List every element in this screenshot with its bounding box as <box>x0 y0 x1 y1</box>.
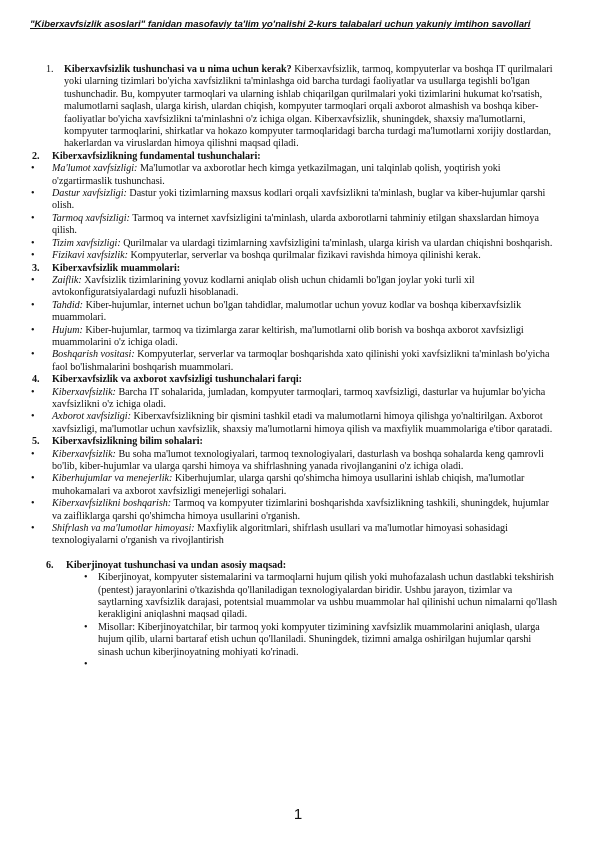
list-item <box>30 349 558 374</box>
bullet-icon: • <box>31 386 35 398</box>
item-term: Boshqarish vositasi: <box>52 349 135 361</box>
item-text: Misollar: Kiberjinoyatchilar, bir tarmoq yoki kompyuter tizimining xavfsizlik muammolarini aniqlash, ularga hujum qilib, ularni bartaraf etish uchun qo'llaniladi. Shuningdek, tizimni amalga oshirilgan hujumlar qarshi sinash uchun kiberjinoyatning mohiyati ko'rinadi. <box>98 621 540 658</box>
page-number: 1 <box>293 806 303 823</box>
item-term: Kiberxavfsizlik: <box>52 386 116 398</box>
item-term: Dastur xavfsizligi: <box>52 188 127 200</box>
bullet-icon: • <box>84 621 88 633</box>
item-text: Kiberhujumlar, ularga qarshi qo'shimcha himoya usullarini ishlab chiqish, ma'lumotlar muhokamalari va axborot xavfsizligi menejerligi sohalari. <box>52 473 525 497</box>
list-item <box>30 523 558 548</box>
item-term: Fizikavi xavfsizlik: <box>52 250 128 262</box>
page-header: "Kiberxavfsizlik asoslari" fanidan masofaviy ta'lim yo'nalishi 2-kurs talabalari uchun yakuniy imtihon savollari <box>30 19 531 30</box>
bullet-icon: • <box>31 299 35 311</box>
bullet-icon: • <box>31 188 35 200</box>
list-item <box>30 622 558 659</box>
item-text: Bu soha ma'lumot texnologiyalari, tarmoq texnologiyalari, dasturlash va boshqa sohalarda keng qamrovli bo'lib, kiber-hujumlar va ularga qarshi himoya va shifrlashning yanada rivojlanganini o'z ichiga oladi. <box>52 448 544 472</box>
item-term: Zaiflik: <box>52 274 82 286</box>
section-number: 3. <box>32 262 40 274</box>
list-item <box>30 188 558 213</box>
item-term: Hujum: <box>52 324 83 336</box>
list-item <box>30 300 558 325</box>
section-title: Kiberxavfsizlikning bilim sohalari: <box>52 436 203 448</box>
item-text: Tarmoq va kompyuter tizimlarini boshqarishda xavfsizlikning tashkili, shuningdek, hujumlar va zaifliklarga qarshi qo'shimcha himoya usullarini o'rganish. <box>52 498 550 522</box>
list-item <box>30 325 558 350</box>
section-number: 1. <box>46 64 54 75</box>
list-item <box>30 163 558 188</box>
item-term: Axborot xavfsizligi: <box>52 411 131 423</box>
list-item <box>30 238 558 250</box>
section-text: Kiberxavfsizlik, tarmoq, kompyuterlar va boshqa IT qurilmalari yoki ularning tizimlari bo'yicha xavfsizlikni ta'minlashga oid barcha turdagi faoliyatlar va usullarga tegishli bo'lgan tushunchadir. Bu, kompyuter tarmoqlari va ularning ishlab chiqarilgan qurilmalari yoki tizimlarini hukumat ko'rsatish, malumotlarni saqlash, ularga kirish, ulardan chiqish, kompyuter tarmoqlari orqali axborot almashish va boshqa kiber-faoliyatlar bo'yicha xavfsizlikni ta'minlashni o'z ichiga olgan. Kiberxavfsizlik, shuningdek, shaxsiy ma'lumotlarni, kompyuter tarmoqlarini, shirkatlar va hokazo kompyuter tarmoqlaridagi barcha turdagi ma'lumotlarni xorijiy dostlardan, hakerlardan va viruslardan himoya qilishni maqsad qiladi. <box>64 64 553 150</box>
document-body <box>30 64 558 672</box>
section-4-heading <box>30 374 558 386</box>
section-number: 6. <box>46 559 54 571</box>
section-title: Kiberxavfsizlik va axborot xavfsizligi tushunchalari farqi: <box>52 374 303 386</box>
section-title: Kiberxavfsizlik tushunchasi va u nima uchun kerak? <box>64 64 292 75</box>
section-title: Kiberxavfsizlik muammolari: <box>52 262 181 274</box>
list-item <box>30 449 558 474</box>
list-item <box>30 250 558 262</box>
bullet-icon: • <box>31 237 35 249</box>
bullet-icon: • <box>84 572 88 584</box>
bullet-icon: • <box>31 473 35 485</box>
list-item <box>30 387 558 412</box>
item-text: Barcha IT sohalarida, jumladan, kompyuter tarmoqlari, tarmoq xavfsizligi, dasturlar va hujumlar bo'yicha xavfsizlikni o'z ichiga oladi. <box>52 386 546 410</box>
bullet-icon: • <box>31 448 35 460</box>
item-term: Tahdid: <box>52 299 84 311</box>
item-text: Qurilmalar va ulardagi tizimlarning xavfsizligini ta'minlash, ularga kirish va ulardan chiqishni boshqarish. <box>120 237 553 249</box>
bullet-icon: • <box>84 659 88 671</box>
section-number: 5. <box>32 436 40 448</box>
item-text: Maxfiylik algoritmlari, shifrlash usullari va ma'lumotlar himoyasi sohasidagi texnologiyalarni o'rganish va rivojlantirish <box>52 523 508 547</box>
list-item <box>30 572 558 622</box>
item-text: Kiberxavfsizlikning bir qismini tashkil etadi va malumotlarni himoya qilishga yo'naltirilgan. Axborot xavfsizligi, ma'lumotlar uchun xavfsizlik, shaxsiy ma'lumotlarni himoya qilish va maxfiylik muammolariga e'tibor qaratadi. <box>52 411 553 435</box>
item-text: Tarmoq va internet xavfsizligini ta'minlash, ularda axborotlarni tahminiy etilgan shaxslardan himoya qilish. <box>52 212 539 237</box>
item-text: Kiber-hujumlar, tarmoq va tizimlarga zarar keltirish, ma'lumotlarni olib borish va boshqa axborot xavfsizligi muammolarini o'z ichiga oladi. <box>52 324 524 348</box>
item-text: Kompyuterlar, serverlar va tarmoqlar boshqarishda xato qilinishi yoki xavfsizlikni ta'minlash bo'yicha faol bo'lishmalarini boshqarish muammolari. <box>52 349 550 373</box>
bullet-icon: • <box>31 274 35 286</box>
item-text: Xavfsizlik tizimlarining yovuz kodlarni aniqlab olish uchun chidamli bo'lgan joylar yoki turli xil avtokonfiguratsiyalardagi nufuzli hisoblanadi. <box>52 274 475 299</box>
section-title: Kiberjinoyat tushunchasi va undan asosiy maqsad: <box>66 559 287 571</box>
section-number: 2. <box>32 150 40 162</box>
section-title: Kiberxavfsizlikning fundamental tushunchalari: <box>52 150 261 162</box>
item-text: Dastur yoki tizimlarning maxsus kodlari orqali xavfsizlikni ta'minlash, buglar va kiber-hujumlar qarshi olish. <box>52 188 546 212</box>
section-number: 4. <box>32 374 40 386</box>
bullet-icon: • <box>31 163 35 175</box>
item-term: Kiberhujumlar va menejerlik: <box>52 473 173 485</box>
item-text: Kiber-hujumlar, internet uchun bo'lgan tahdidlar, malumotlar uchun yovuz kodlar va boshqa kiberxavfsizlik muammolari. <box>52 299 522 324</box>
bullet-icon: • <box>31 250 35 262</box>
item-term: Tizim xavfsizligi: <box>52 237 121 249</box>
section-3-heading <box>30 263 558 275</box>
bullet-icon: • <box>31 523 35 535</box>
list-item <box>30 275 558 300</box>
bullet-icon: • <box>31 411 35 423</box>
item-text: Kompyuterlar, serverlar va boshqa qurilmalar fizikavi ravishda himoya qilinishi kerak. <box>127 250 481 262</box>
item-text: Kiberjinoyat, kompyuter sistemalarini va tarmoqlarni hujum qilish yoki muhofazalash uchun dastlabki tekshirish (pentest) jarayonlarini o'tkazishda qo'llaniladigan texnologiyalardan biridir. Ushbu jarayon, tizimlar va saytlarning xavfsizlik darajasi, potentsial muammolar va ushbu muammolar hal qilinishi uchun nimalarni qo'llash kerakligini aniqlashni maqsad qiladi. <box>98 572 558 621</box>
bullet-icon: • <box>31 498 35 510</box>
bullet-icon: • <box>31 212 35 224</box>
list-item <box>30 659 558 671</box>
item-term: Tarmoq xavfsizligi: <box>52 212 130 224</box>
list-item <box>30 498 558 523</box>
section-1 <box>30 64 558 151</box>
bullet-icon: • <box>31 324 35 336</box>
section-2-heading <box>30 151 558 163</box>
list-item <box>30 213 558 238</box>
item-term: Kiberxavfsizlik: <box>52 448 116 460</box>
item-term: Shifrlash va ma'lumotlar himoyasi: <box>52 523 195 535</box>
bullet-icon: • <box>31 349 35 361</box>
item-text <box>98 659 558 671</box>
section-5-heading <box>30 436 558 448</box>
list-item <box>30 473 558 498</box>
section-6-heading <box>30 560 558 572</box>
item-term: Kiberxavfsizlikni boshqarish: <box>52 498 172 510</box>
item-term: Ma'lumot xavfsizligi: <box>52 163 138 175</box>
list-item <box>30 411 558 436</box>
item-text: Ma'lumotlar va axborotlar hech kimga yetkazilmagan, uni talqinlab qolish, yoqtirish yoki o'zgartirmaslik tushunchasi. <box>52 163 501 187</box>
